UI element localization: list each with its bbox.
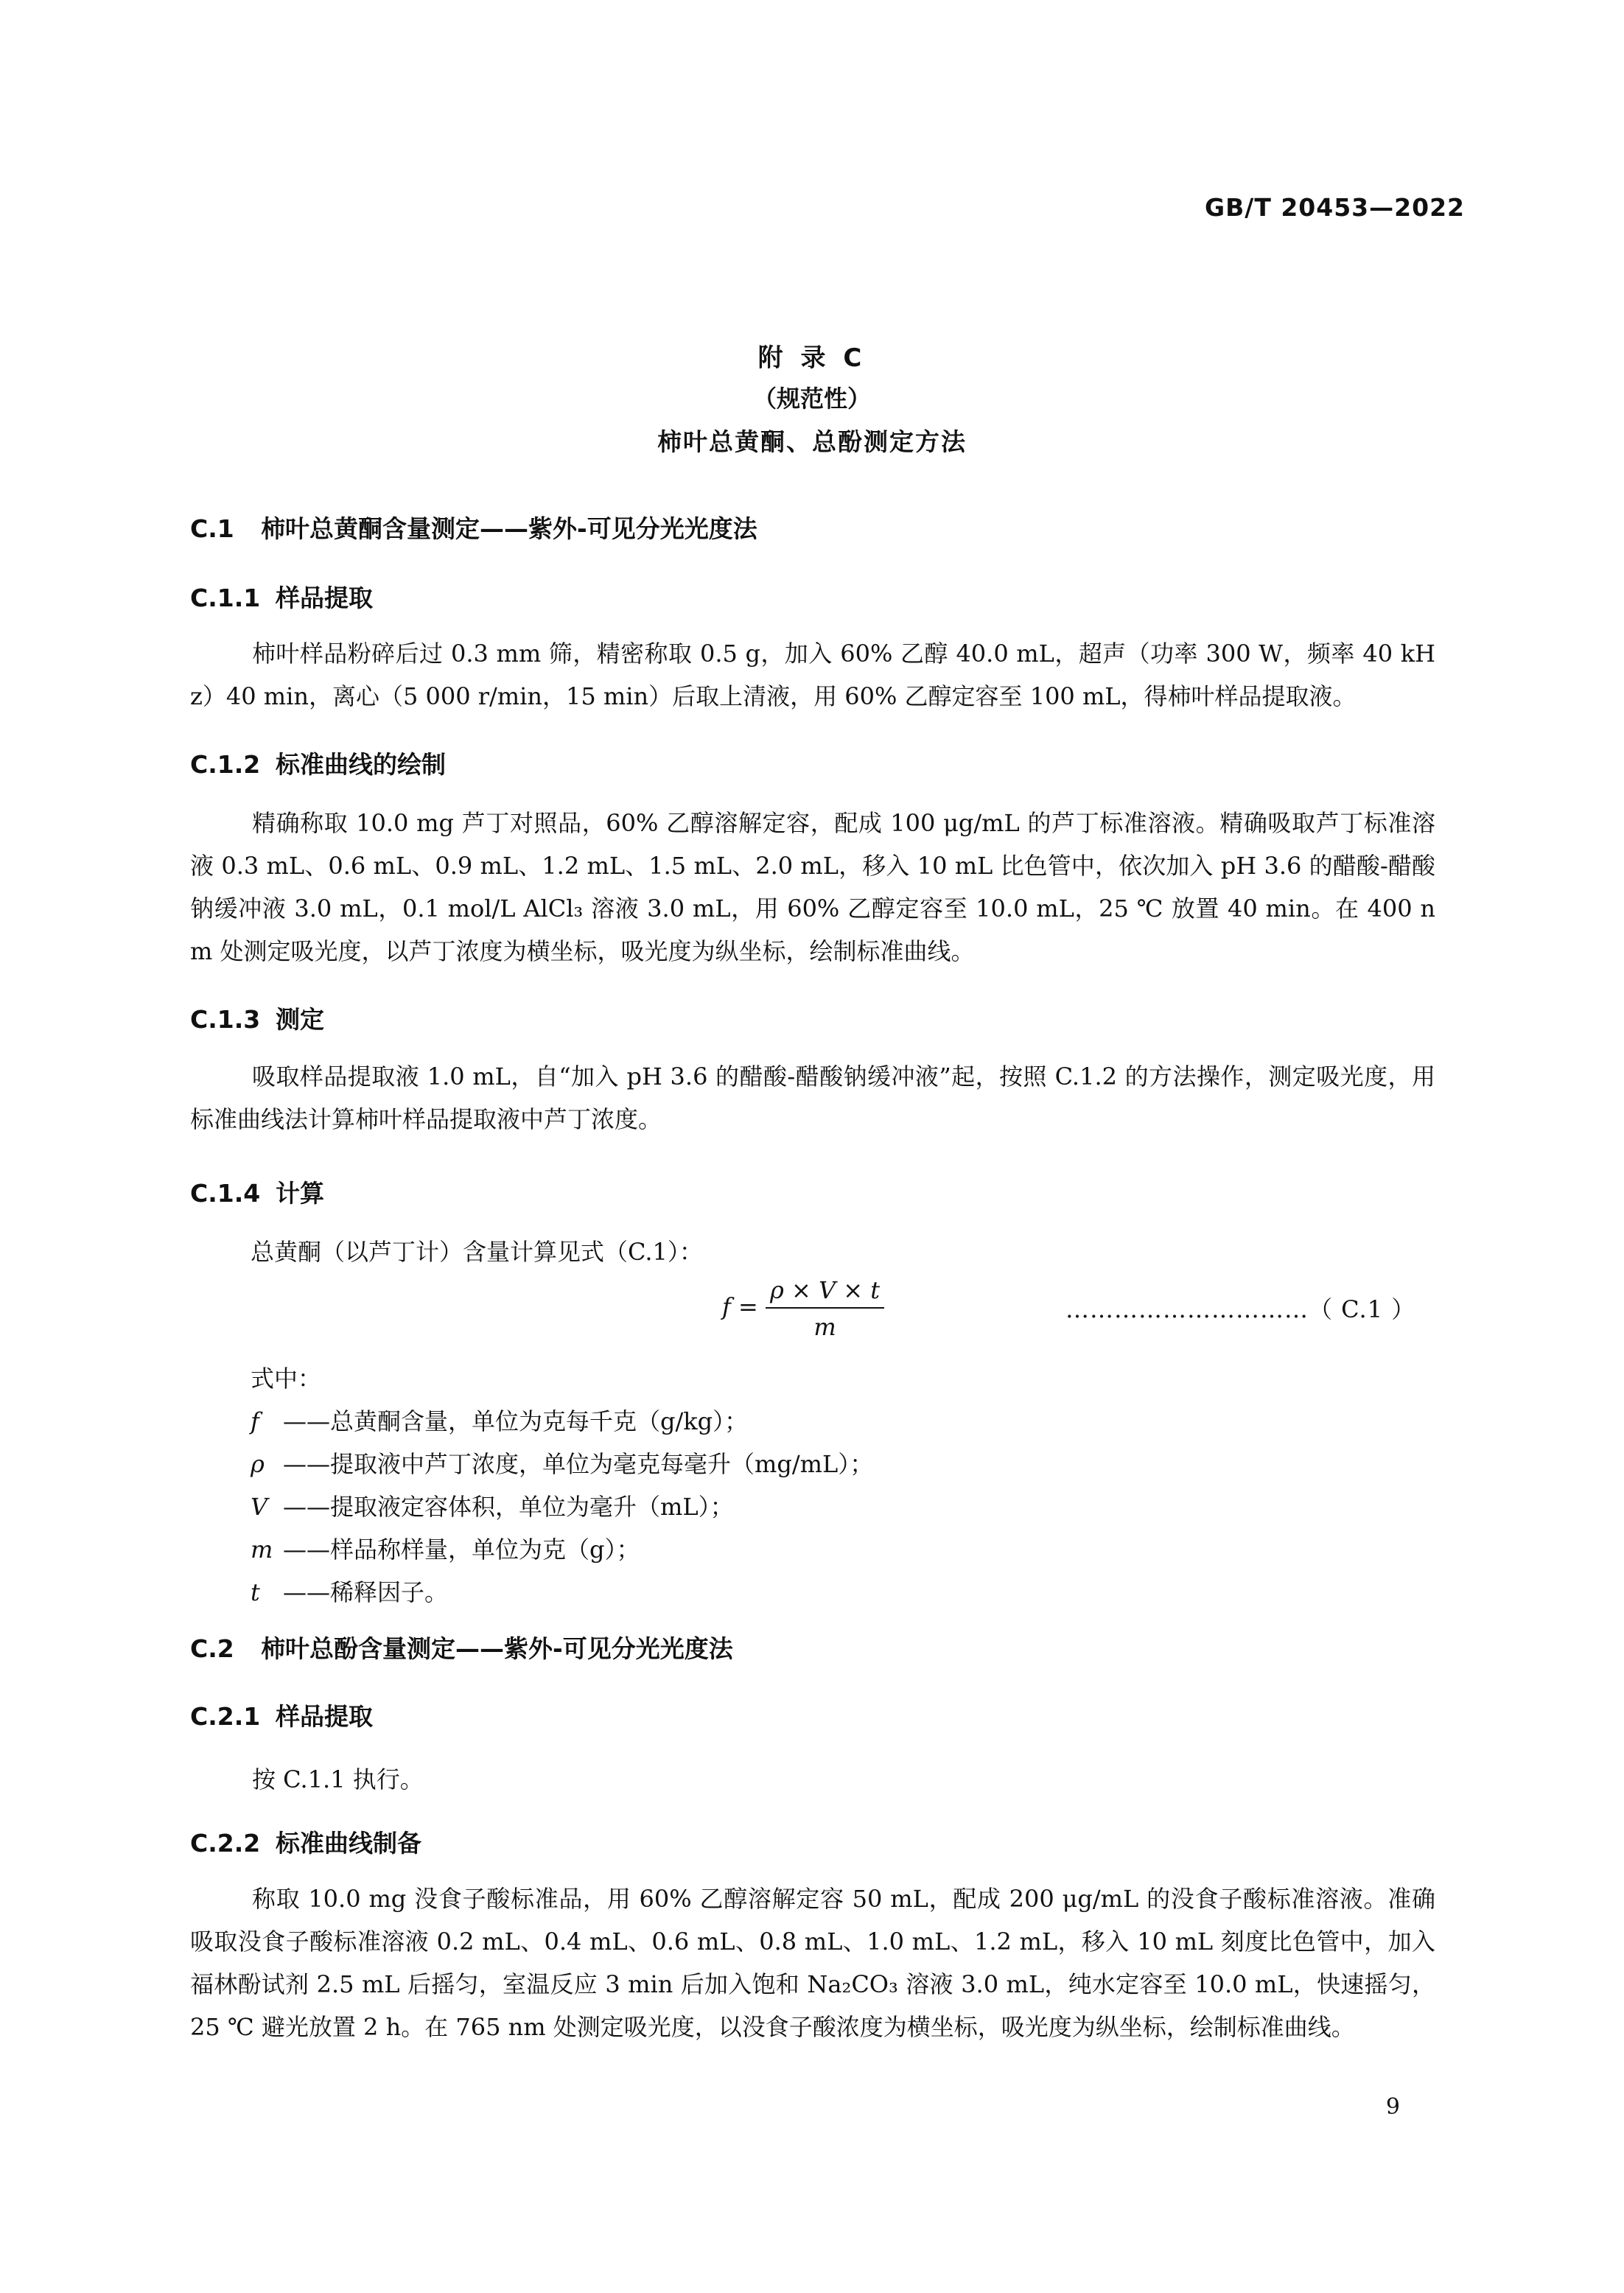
variable-description: ——提取液中芦丁浓度，单位为毫克每毫升（mg/mL）； (283, 1450, 874, 1478)
paragraph-c21: 按 C.1.1 执行。 (252, 1765, 424, 1793)
section-title: 柿叶总黄酮含量测定——紫外-可见分光光度法 (261, 514, 757, 543)
annex-subtitle: 柿叶总黄酮、总酚测定方法 (657, 427, 967, 456)
section-heading-c11 (190, 579, 373, 614)
section-title: 样品提取 (276, 1702, 373, 1731)
where-label: 式中： (251, 1365, 322, 1393)
section-title: 样品提取 (276, 584, 373, 612)
variable-definition (251, 1403, 748, 1437)
variable-symbol: m (251, 1536, 273, 1564)
formula-fraction (766, 1276, 884, 1341)
variable-symbol: t (251, 1578, 260, 1606)
formula-numerator: ρ × V × t (766, 1276, 884, 1309)
section-title: 标准曲线制备 (276, 1829, 421, 1858)
equation-number: …………………………（ C.1 ） (1065, 1295, 1416, 1323)
formula-intro: 总黄酮（以芦丁计）含量计算见式（C.1）： (251, 1238, 703, 1266)
section-heading-c21 (190, 1698, 373, 1732)
paragraph-c12: 精确称取 10.0 mg 芦丁对照品，60% 乙醇溶解定容，配成 100 μg/mL 的芦丁标准溶液。精确吸取芦丁标准溶液 0.3 mL、0.6 mL、0.9 mL、1.2 mL、1.5 mL、2.0 mL，移入 10 mL 比色管中，依次加入 pH 3.6 的醋酸-醋酸钠缓冲液 3.0 mL，0.1 mol/L AlCl₃ 溶液 3.0 mL，用 60% 乙醇定容至 10.0 mL，25 ℃ 放置 40 min。在 400 nm 处测定吸光度，以芦丁浓度为横坐标，吸光度为纵坐标，绘制标准曲线。 (190, 809, 1435, 965)
formula-denominator: m (813, 1313, 836, 1341)
section-number: C.2.1 (190, 1702, 261, 1731)
section-heading-c22 (190, 1824, 421, 1859)
section-number: C.1.3 (190, 1005, 261, 1034)
formula-c1 (722, 1276, 884, 1341)
variable-symbol: V (251, 1493, 268, 1521)
section-number: C.1 (190, 514, 234, 543)
variable-definition (251, 1531, 640, 1565)
annex-nature: （规范性） (752, 385, 871, 413)
variable-symbol: ρ (251, 1450, 265, 1478)
document-code: GB/T 20453—2022 (1205, 193, 1465, 222)
section-number: C.1.4 (190, 1179, 261, 1208)
formula-lhs: f = (722, 1292, 758, 1321)
section-number: C.1.1 (190, 584, 261, 612)
paragraph-c11: 柿叶样品粉碎后过 0.3 mm 筛，精密称取 0.5 g，加入 60% 乙醇 40.0 mL，超声（功率 300 W，频率 40 kHz）40 min，离心（5 000 r/min，15 min）后取上清液，用 60% 乙醇定容至 100 mL，得柿叶样品提取液。 (190, 640, 1435, 710)
variable-definition (251, 1446, 873, 1480)
annex-title: 附 录 C (757, 343, 867, 373)
variable-description: ——稀释因子。 (283, 1578, 449, 1606)
variable-description: ——总黄酮含量，单位为克每千克（g/kg）； (283, 1407, 749, 1435)
section-heading-c1 (190, 510, 757, 545)
section-title: 计算 (276, 1179, 324, 1208)
section-number: C.2 (190, 1634, 234, 1663)
paragraph-c22: 称取 10.0 mg 没食子酸标准品，用 60% 乙醇溶解定容 50 mL，配成 200 μg/mL 的没食子酸标准溶液。准确吸取没食子酸标准溶液 0.2 mL、0.4 mL、0.6 mL、0.8 mL、1.0 mL、1.2 mL，移入 10 mL 刻度比色管中，加入福林酚试剂 2.5 mL 后摇匀，室温反应 3 min 后加入饱和 Na₂CO₃ 溶液 3.0 mL，纯水定容至 10.0 mL，快速摇匀，25 ℃ 避光放置 2 h。在 765 nm 处测定吸光度，以没食子酸浓度为横坐标，吸光度为纵坐标，绘制标准曲线。 (190, 1885, 1435, 2041)
section-number: C.1.2 (190, 750, 261, 779)
section-heading-c12 (190, 746, 446, 780)
section-title: 标准曲线的绘制 (276, 750, 446, 779)
variable-description: ——样品称样量，单位为克（g）； (283, 1536, 640, 1564)
page-number: 9 (1385, 2094, 1400, 2120)
section-heading-c14 (190, 1174, 324, 1209)
variable-description: ——提取液定容体积，单位为毫升（mL）； (283, 1493, 734, 1521)
section-title: 测定 (276, 1005, 324, 1034)
paragraph-c13: 吸取样品提取液 1.0 mL，自“加入 pH 3.6 的醋酸-醋酸钠缓冲液”起，按照 C.1.2 的方法操作，测定吸光度，用标准曲线法计算柿叶样品提取液中芦丁浓度。 (190, 1063, 1435, 1133)
variable-definition (251, 1574, 448, 1608)
section-heading-c13 (190, 1001, 324, 1035)
variable-definition (251, 1488, 734, 1522)
variable-symbol: f (251, 1407, 259, 1435)
section-number: C.2.2 (190, 1829, 261, 1858)
section-heading-c2 (190, 1630, 733, 1664)
section-title: 柿叶总酚含量测定——紫外-可见分光光度法 (261, 1634, 733, 1663)
